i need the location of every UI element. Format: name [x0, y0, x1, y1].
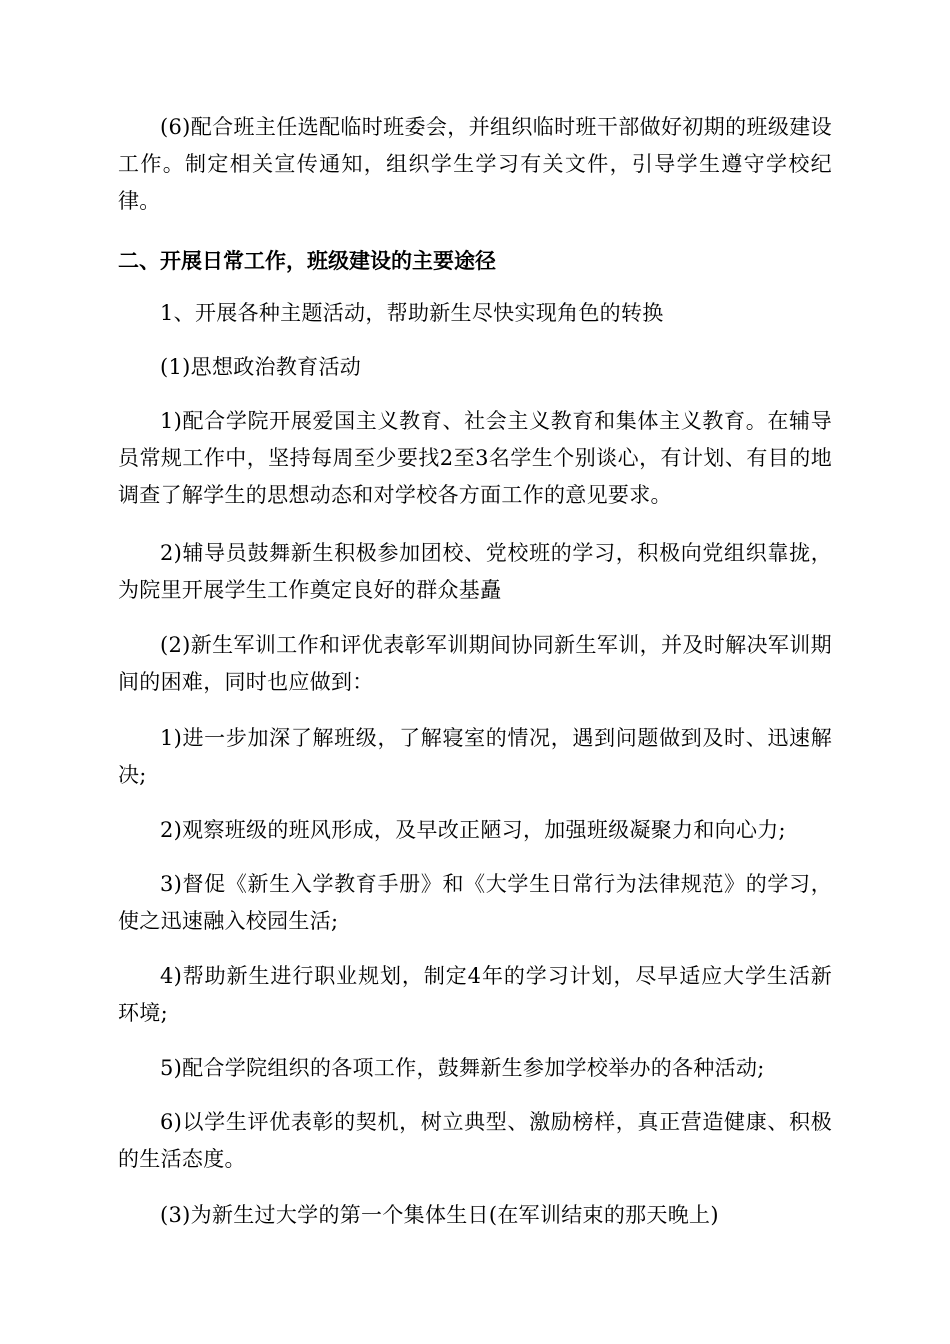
- paragraph-handbook-study: 3)督促《新生入学教育手册》和《大学生日常行为法律规范》的学习，使之迅速融入校园生活;: [118, 872, 832, 933]
- paragraph-college-activities: 5)配合学院组织的各项工作，鼓舞新生参加学校举办的各种活动;: [160, 1056, 765, 1080]
- paragraph-political-education: (1)思想政治教育活动: [160, 355, 362, 379]
- paragraph-career-plan: 4)帮助新生进行职业规划，制定4年的学习计划，尽早适应大学生活新环境;: [118, 964, 832, 1025]
- paragraph-6-class-committee: (6)配合班主任选配临时班委会，并组织临时班干部做好初期的班级建设工作。制定相关宣传通知，组织学生学习有关文件，引导学生遵守学校纪律。: [118, 115, 832, 213]
- paragraph-theme-activities: 1、开展各种主题活动，帮助新生尽快实现角色的转换: [160, 301, 664, 325]
- paragraph-awards: 6)以学生评优表彰的契机，树立典型、激励榜样，真正营造健康、积极的生活态度。: [118, 1110, 832, 1171]
- paragraph-patriotic-education: 1)配合学院开展爱国主义教育、社会主义教育和集体主义教育。在辅导员常规工作中，坚持每周至少要找2至3名学生个别谈心，有计划、有目的地调查了解学生的思想动态和对学校各方面工作的意见要求。: [118, 409, 832, 507]
- section-heading-2: 二、开展日常工作，班级建设的主要途径: [118, 248, 496, 273]
- paragraph-party-school: 2)辅导员鼓舞新生积极参加团校、党校班的学习，积极向党组织靠拢，为院里开展学生工作奠定良好的群众基矗: [118, 541, 832, 602]
- paragraph-military-training: (2)新生军训工作和评优表彰军训期间协同新生军训，并及时解决军训期间的困难，同时也应做到：: [118, 633, 832, 694]
- paragraph-class-spirit: 2)观察班级的班风形成，及早改正陋习，加强班级凝聚力和向心力;: [160, 818, 786, 842]
- paragraph-understand-class: 1)进一步加深了解班级，了解寝室的情况，遇到问题做到及时、迅速解决;: [118, 726, 832, 787]
- paragraph-group-birthday: (3)为新生过大学的第一个集体生日(在军训结束的那天晚上): [160, 1203, 719, 1227]
